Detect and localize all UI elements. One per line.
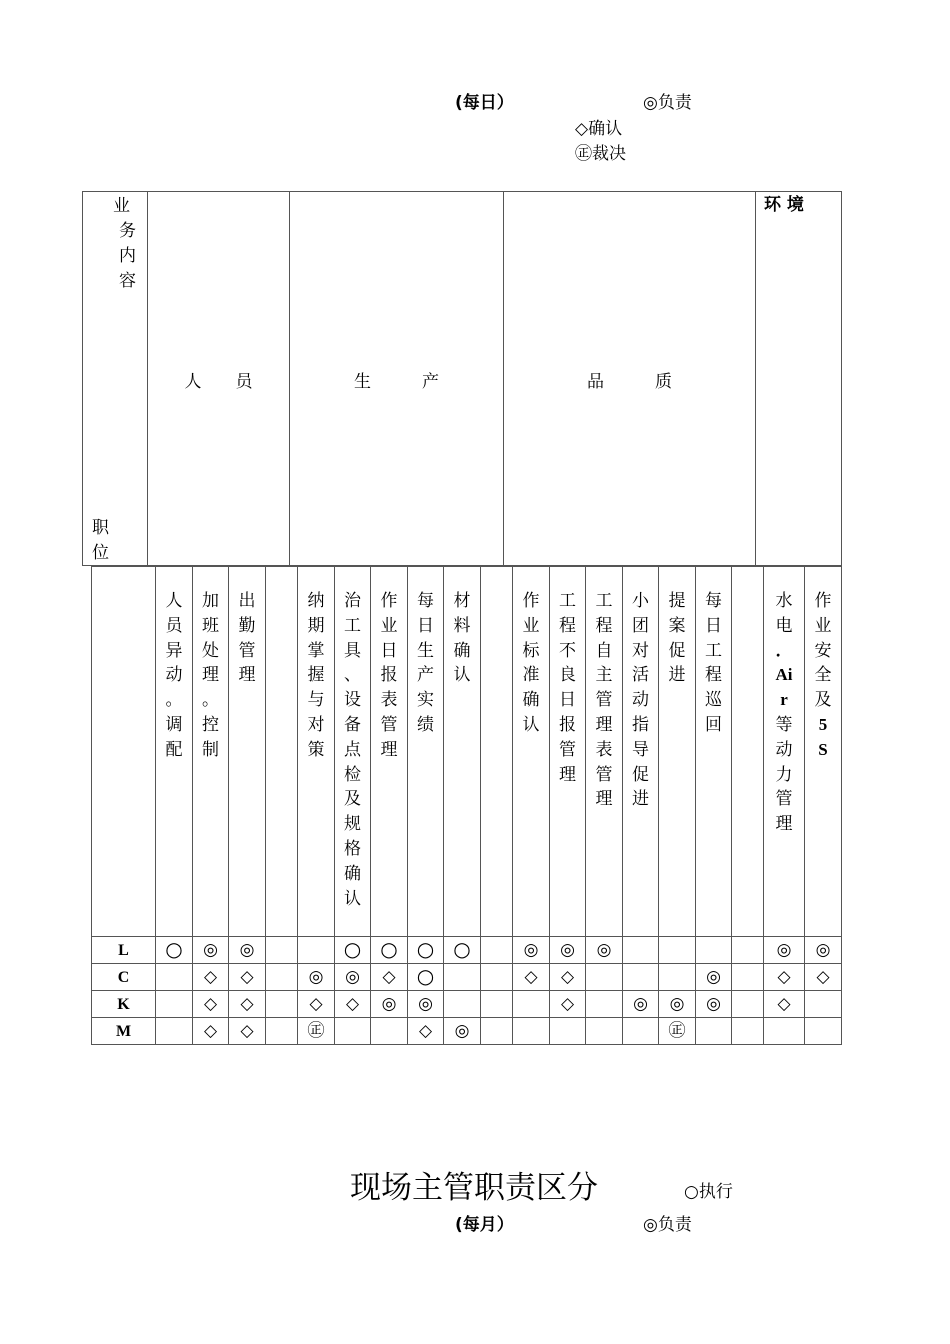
group-environment-label: 环 境 [764, 195, 804, 215]
confirm-mark: ◇ [382, 967, 396, 987]
group-environment [756, 192, 842, 566]
column-header-char: 具 [344, 640, 361, 661]
column-header-char: 作 [814, 591, 832, 611]
column-header-char: 策 [307, 739, 325, 760]
group-production-label: 生 产 [354, 372, 439, 392]
column-header-char: 全 [814, 665, 832, 686]
column-header-char: 主 [595, 665, 613, 686]
responsible-mark: ◎ [776, 940, 792, 960]
mark-cell [408, 937, 444, 964]
column-header-char: 确 [344, 863, 361, 884]
mark-cell [513, 1018, 550, 1045]
column-header-char: 格 [344, 838, 361, 859]
mark-cell [156, 1018, 193, 1045]
position-label [92, 516, 109, 566]
mark-cell [513, 991, 550, 1018]
column-header-char: 业 [522, 615, 540, 636]
column-header-char: 每 [417, 591, 434, 611]
column-header-char: 制 [202, 739, 219, 760]
mark-cell [623, 1018, 659, 1045]
execute-mark: ○ [416, 964, 435, 988]
column-header [586, 567, 623, 937]
mark-cell [298, 1018, 335, 1045]
column-header [623, 567, 659, 937]
row-label: K [92, 991, 156, 1018]
column-header-char: 人 [165, 591, 183, 611]
column-header [156, 567, 193, 937]
column-header-char: 材 [453, 591, 471, 611]
column-header-char: 实 [417, 690, 434, 711]
column-header-char: 安 [814, 640, 832, 661]
column-header-char: 促 [668, 640, 686, 661]
column-header-char: 提 [668, 591, 686, 611]
column-header-char: 勤 [238, 615, 256, 636]
column-header-char: 动 [165, 665, 183, 686]
column-header-char: 巡 [705, 690, 722, 711]
execute-mark: ○ [343, 937, 362, 961]
column-header-char: 认 [344, 888, 361, 909]
column-header-char: 报 [559, 714, 576, 735]
group-personnel [148, 192, 290, 566]
execute-mark: ○ [416, 937, 435, 961]
responsible-mark: ◎ [239, 940, 255, 960]
mark-cell [586, 937, 623, 964]
responsible-mark: ◎ [669, 994, 685, 1014]
column-header-char: 良 [559, 665, 576, 686]
confirm-mark: ◇ [560, 994, 575, 1014]
column-header-char: 与 [307, 690, 325, 711]
mark-cell [481, 937, 513, 964]
responsible-mark: ◎ [308, 967, 324, 987]
column-header [335, 567, 371, 937]
confirm-mark: ◇ [777, 994, 791, 1014]
mark-cell [444, 991, 481, 1018]
mark-cell [444, 964, 481, 991]
column-header-char: 工 [344, 615, 361, 636]
header-char: 位 [92, 543, 109, 563]
responsible-mark: ◎ [560, 940, 575, 960]
mark-cell [229, 937, 266, 964]
mark-cell [764, 991, 805, 1018]
header-char: 职 [92, 518, 109, 538]
column-header-char: 管 [238, 640, 256, 661]
column-header-char: 班 [202, 615, 219, 636]
mark-cell [623, 964, 659, 991]
column-header-char: 日 [559, 690, 576, 711]
column-header-char: 管 [559, 739, 576, 760]
column-header-char: 日 [380, 640, 398, 661]
mark-cell [266, 1018, 298, 1045]
mark-cell [659, 1018, 696, 1045]
column-header-char: 配 [165, 739, 183, 760]
column-header-char: 、 [344, 665, 361, 686]
column-header-char: 加 [202, 591, 219, 611]
responsible-mark: ◎ [345, 967, 360, 987]
column-header-char: S [818, 739, 828, 759]
mark-cell [659, 964, 696, 991]
mark-cell [408, 991, 444, 1018]
mark-cell [623, 937, 659, 964]
column-header-char: 纳 [307, 591, 325, 611]
mark-cell [805, 937, 842, 964]
group-personnel-label: 人 员 [184, 372, 253, 392]
mark-cell [335, 991, 371, 1018]
column-header [550, 567, 586, 937]
mark-cell [805, 991, 842, 1018]
responsible-mark: ◎ [523, 940, 539, 960]
judge-mark: ㊣ [668, 1021, 686, 1041]
column-header [764, 567, 805, 937]
column-header-char: 理 [238, 665, 256, 686]
mark-cell [193, 964, 229, 991]
column-header-char: 日 [705, 615, 722, 636]
column-header-char: 表 [380, 690, 398, 711]
responsible-mark: ◎ [203, 940, 218, 960]
legend-confirm: ◇确认 [575, 119, 623, 139]
column-header-char: 理 [775, 814, 793, 835]
mark-cell [298, 937, 335, 964]
column-header-char: 指 [632, 714, 649, 735]
confirm-mark: ◇ [203, 967, 218, 987]
period-label: (每日） [455, 93, 514, 113]
column-header-char: 标 [522, 640, 540, 661]
column-header-char: 电 [775, 615, 793, 636]
column-header [298, 567, 335, 937]
mark-cell [229, 1018, 266, 1045]
mark-cell [156, 937, 193, 964]
column-header-char: 绩 [417, 714, 434, 735]
mark-cell [696, 1018, 732, 1045]
column-header [266, 567, 298, 937]
column-header-char: 业 [814, 615, 832, 636]
column-header-char: 备 [344, 714, 361, 735]
column-header-char: 案 [668, 615, 686, 636]
confirm-mark: ◇ [240, 994, 254, 1014]
column-header-char: 理 [595, 714, 613, 735]
header-char: 业 [113, 196, 130, 216]
mark-cell [335, 937, 371, 964]
mark-cell [371, 991, 408, 1018]
header-char: 务 [119, 221, 136, 241]
column-header [805, 567, 842, 937]
column-header-char: Ai [775, 665, 793, 685]
page-title: 现场主管职责区分 [350, 1170, 598, 1206]
column-header-char: 作 [380, 591, 398, 611]
period-label-monthly: (每月） [455, 1215, 514, 1235]
mark-cell [805, 1018, 842, 1045]
legend-judge: ㊣裁决 [575, 144, 626, 164]
responsible-mark: ◎ [381, 994, 397, 1014]
confirm-mark: ◇ [560, 967, 575, 987]
column-header-char: 回 [705, 714, 722, 735]
mark-cell [229, 964, 266, 991]
mark-cell [444, 1018, 481, 1045]
column-header-char: 业 [380, 615, 398, 636]
mark-cell [586, 1018, 623, 1045]
row-header-blank [92, 567, 156, 937]
column-header-char: 活 [632, 665, 649, 686]
execute-mark: ○ [380, 937, 398, 961]
mark-cell [732, 991, 764, 1018]
column-header-char: 期 [307, 615, 325, 636]
column-header-char: 出 [238, 591, 256, 611]
column-header [513, 567, 550, 937]
confirm-mark: ◇ [309, 994, 323, 1014]
mark-cell [513, 937, 550, 964]
column-header-char: 对 [307, 714, 325, 735]
column-header-char: 理 [202, 665, 219, 686]
column-header-char: 确 [453, 640, 471, 661]
confirm-mark: ◇ [524, 967, 538, 987]
mark-cell [550, 1018, 586, 1045]
column-header-char: 。 [202, 690, 219, 711]
row-label: L [92, 937, 156, 964]
column-header-char: 控 [202, 714, 219, 735]
column-header-char: 处 [202, 640, 219, 661]
responsible-mark: ◎ [418, 994, 433, 1014]
column-header-char: r [780, 690, 788, 710]
column-header-char: 管 [595, 690, 613, 711]
mark-cell [408, 964, 444, 991]
responsible-mark: ◎ [815, 940, 831, 960]
column-header-char: 管 [380, 714, 398, 735]
responsibility-grid [91, 566, 842, 1045]
mark-cell [266, 964, 298, 991]
group-production [290, 192, 504, 566]
execute-mark: ○ [453, 937, 471, 961]
column-header [408, 567, 444, 937]
column-header-char: 理 [595, 789, 613, 810]
column-header-char: 团 [632, 615, 649, 636]
confirm-mark: ◇ [240, 1021, 254, 1041]
corner-cell [83, 192, 148, 566]
column-header-char: 进 [632, 789, 649, 810]
mark-cell [732, 964, 764, 991]
mark-cell [229, 991, 266, 1018]
column-header-char: 掌 [307, 640, 325, 661]
table-row [92, 991, 842, 1018]
mark-cell [586, 964, 623, 991]
confirm-mark: ◇ [816, 967, 830, 987]
column-header [229, 567, 266, 937]
mark-cell [298, 991, 335, 1018]
responsible-mark: ◎ [706, 994, 721, 1014]
column-header-char: 认 [522, 714, 540, 735]
mark-cell [513, 964, 550, 991]
column-header-char: 工 [559, 591, 576, 611]
execute-mark: ○ [165, 937, 183, 961]
mark-cell [764, 937, 805, 964]
confirm-mark: ◇ [777, 967, 791, 987]
column-header-char: 调 [165, 714, 183, 735]
responsible-mark: ◎ [706, 967, 721, 987]
mark-cell [764, 964, 805, 991]
column-header-char: 认 [453, 665, 471, 686]
column-header-char: 对 [632, 640, 649, 661]
mark-cell [696, 964, 732, 991]
column-header-char: 不 [559, 640, 576, 661]
column-header-char: 料 [453, 615, 471, 636]
mark-cell [193, 937, 229, 964]
column-header-char: 程 [595, 615, 613, 636]
confirm-mark: ◇ [203, 994, 218, 1014]
column-header-char: 每 [705, 591, 722, 611]
mark-cell [444, 937, 481, 964]
table-row [92, 1018, 842, 1045]
column-header-char: 准 [522, 665, 540, 686]
column-header [696, 567, 732, 937]
mark-cell [371, 1018, 408, 1045]
group-quality-label: 品 质 [587, 372, 672, 392]
column-header-char: 作 [522, 591, 540, 611]
column-header-char: 5 [818, 714, 828, 734]
column-header-char: 动 [775, 739, 793, 760]
column-header-char: 检 [344, 764, 361, 785]
column-header [444, 567, 481, 937]
group-quality [504, 192, 756, 566]
column-header-char: ． [775, 640, 793, 660]
mark-cell [550, 937, 586, 964]
mark-cell [335, 1018, 371, 1045]
column-header-char: 小 [632, 591, 649, 611]
column-header-char: 动 [632, 690, 649, 711]
responsible-mark: ◎ [596, 940, 612, 960]
column-header [732, 567, 764, 937]
column-header-char: 设 [344, 690, 361, 711]
mark-cell [193, 1018, 229, 1045]
column-header-char: 报 [380, 665, 398, 686]
header-char: 内 [119, 246, 136, 266]
column-header-char: 水 [775, 591, 793, 611]
judge-mark: ㊣ [307, 1021, 325, 1041]
column-header-char: 产 [417, 665, 434, 686]
table-row [92, 964, 842, 991]
column-header-char: 治 [344, 591, 361, 611]
column-header-char: 异 [165, 640, 183, 661]
column-header-char: 及 [344, 789, 361, 810]
column-header-char: 确 [522, 690, 540, 711]
column-header-char: 自 [595, 640, 613, 661]
column-header-char: 规 [344, 814, 361, 835]
mark-cell [266, 991, 298, 1018]
column-header-char: 及 [814, 690, 832, 711]
mark-cell [732, 1018, 764, 1045]
legend-responsible: ◎负责 [643, 93, 692, 113]
confirm-mark: ◇ [418, 1021, 433, 1041]
column-header-char: 程 [559, 615, 576, 636]
mark-cell [335, 964, 371, 991]
mark-cell [623, 991, 659, 1018]
mark-cell [266, 937, 298, 964]
column-header-char: 进 [668, 665, 686, 686]
column-header [193, 567, 229, 937]
mark-cell [298, 964, 335, 991]
business-content-label [113, 194, 136, 294]
mark-cell [659, 937, 696, 964]
legend-execute: ○执行 [684, 1182, 733, 1202]
mark-cell [659, 991, 696, 1018]
mark-cell [586, 991, 623, 1018]
mark-cell [156, 964, 193, 991]
row-label: C [92, 964, 156, 991]
header-table [82, 191, 842, 566]
column-header [659, 567, 696, 937]
mark-cell [696, 991, 732, 1018]
mark-cell [696, 937, 732, 964]
column-header-char: 工 [705, 640, 722, 661]
column-header-char: 工 [595, 591, 613, 611]
column-header-char: 理 [380, 739, 398, 760]
column-header-char: 管 [595, 764, 613, 785]
mark-cell [371, 964, 408, 991]
column-header-char: 表 [595, 739, 613, 760]
mark-cell [371, 937, 408, 964]
responsible-mark: ◎ [633, 994, 648, 1014]
confirm-mark: ◇ [203, 1021, 218, 1041]
header-char: 容 [119, 271, 136, 291]
column-header-char: 员 [165, 615, 183, 636]
mark-cell [193, 991, 229, 1018]
column-header-char: 点 [344, 739, 361, 760]
mark-cell [550, 964, 586, 991]
column-header-char: 生 [417, 640, 434, 661]
table-row [92, 937, 842, 964]
mark-cell [481, 1018, 513, 1045]
column-header-char: 等 [775, 714, 793, 735]
mark-cell [805, 964, 842, 991]
column-header-char: 日 [417, 615, 434, 636]
confirm-mark: ◇ [345, 994, 360, 1014]
column-header-char: 。 [165, 690, 183, 711]
column-header-char: 理 [559, 764, 576, 785]
responsible-mark: ◎ [454, 1021, 470, 1041]
column-header-char: 程 [705, 665, 722, 686]
column-header-char: 导 [632, 739, 649, 760]
mark-cell [156, 991, 193, 1018]
row-label: M [92, 1018, 156, 1045]
column-header [481, 567, 513, 937]
mark-cell [481, 991, 513, 1018]
column-header [371, 567, 408, 937]
confirm-mark: ◇ [240, 967, 254, 987]
mark-cell [764, 1018, 805, 1045]
mark-cell [732, 937, 764, 964]
mark-cell [408, 1018, 444, 1045]
column-header-char: 管 [775, 789, 793, 810]
mark-cell [550, 991, 586, 1018]
legend-responsible-monthly: ◎负责 [643, 1215, 692, 1235]
column-header-char: 握 [307, 665, 325, 686]
mark-cell [481, 964, 513, 991]
column-header-char: 力 [775, 764, 793, 785]
column-header-char: 促 [632, 764, 649, 785]
